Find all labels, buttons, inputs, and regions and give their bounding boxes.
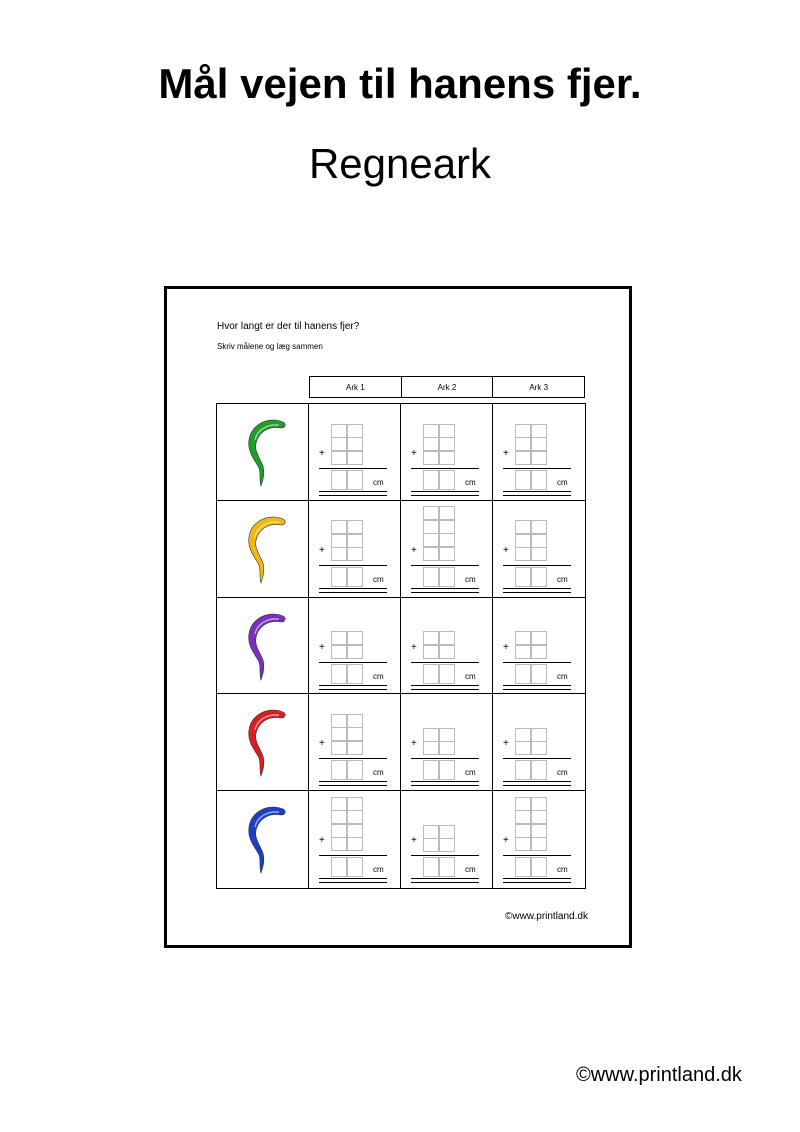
feather-cell	[217, 598, 309, 695]
answer-boxes[interactable]	[423, 664, 455, 684]
plus-sign: +	[319, 738, 325, 750]
double-underline	[411, 588, 479, 593]
blue-feather-icon	[239, 803, 289, 875]
yellow-feather-icon	[239, 513, 289, 585]
double-underline	[319, 685, 387, 690]
plus-sign: +	[503, 835, 509, 847]
double-underline	[319, 588, 387, 593]
sum-line	[411, 758, 479, 759]
double-underline	[411, 878, 479, 883]
sum-line	[319, 855, 387, 856]
exercise-cell	[493, 501, 585, 598]
double-underline	[319, 781, 387, 786]
answer-boxes[interactable]	[515, 567, 547, 587]
plus-sign: +	[411, 448, 417, 459]
plus-sign: +	[319, 641, 325, 653]
digit-boxes[interactable]	[515, 424, 547, 465]
plus-sign: +	[411, 738, 417, 750]
double-underline	[319, 878, 387, 883]
sum-line	[503, 565, 571, 566]
unit-label: cm	[557, 574, 568, 584]
page-subtitle: Regneark	[308, 140, 492, 187]
worksheet-copyright: ©www.printland.dk	[505, 911, 588, 922]
double-underline	[411, 685, 479, 690]
sum-line	[411, 662, 479, 663]
plus-sign: +	[503, 641, 509, 653]
page-title: Mål vejen til hanens fjer.	[158, 60, 642, 107]
unit-label: cm	[557, 768, 568, 778]
purple-feather-icon	[239, 610, 289, 682]
feather-cell	[217, 404, 309, 501]
worksheet-preview	[164, 286, 632, 948]
column-header-row	[309, 376, 585, 398]
digit-boxes[interactable]	[331, 797, 363, 851]
sum-line	[503, 662, 571, 663]
sum-line	[503, 855, 571, 856]
sum-line	[319, 758, 387, 759]
digit-boxes[interactable]	[515, 728, 547, 755]
plus-sign: +	[411, 641, 417, 653]
sum-line	[411, 565, 479, 566]
answer-boxes[interactable]	[515, 857, 547, 877]
unit-label: cm	[373, 768, 384, 778]
column-header-ark-1: Ark 1	[346, 382, 365, 392]
exercise-grid	[216, 403, 586, 889]
plus-sign: +	[503, 738, 509, 750]
sum-line	[319, 565, 387, 566]
answer-boxes[interactable]	[331, 760, 363, 780]
column-header-ark-2: Ark 2	[401, 377, 493, 397]
digit-boxes[interactable]	[515, 521, 547, 562]
exercise-cell	[309, 501, 401, 598]
double-underline	[503, 878, 571, 883]
double-underline	[319, 491, 387, 496]
answer-boxes[interactable]	[423, 567, 455, 587]
exercise-cell	[309, 791, 401, 888]
double-underline	[503, 685, 571, 690]
feather-cell	[217, 501, 309, 598]
plus-sign: +	[503, 544, 509, 556]
unit-label: cm	[557, 671, 568, 681]
digit-boxes[interactable]	[331, 521, 363, 562]
worksheet-instruction: Skriv målene og læg sammen	[217, 342, 323, 351]
unit-label: cm	[373, 478, 384, 487]
unit-label: cm	[373, 574, 384, 584]
plus-sign: +	[411, 544, 417, 556]
exercise-cell	[401, 694, 493, 791]
worksheet-question: Hvor langt er der til hanens fjer?	[217, 321, 360, 332]
unit-label: cm	[373, 671, 384, 681]
answer-boxes[interactable]	[331, 857, 363, 877]
answer-boxes[interactable]	[515, 470, 547, 490]
answer-boxes[interactable]	[423, 470, 455, 490]
plus-sign: +	[411, 835, 417, 847]
plus-sign: +	[319, 544, 325, 556]
digit-boxes[interactable]	[423, 507, 455, 561]
exercise-cell	[493, 598, 585, 695]
double-underline	[503, 588, 571, 593]
unit-label: cm	[465, 865, 476, 875]
double-underline	[411, 491, 479, 496]
exercise-cell	[309, 598, 401, 695]
digit-boxes[interactable]	[515, 632, 547, 659]
sum-line	[319, 468, 387, 469]
unit-label: cm	[465, 768, 476, 778]
plus-sign: +	[503, 448, 509, 459]
answer-boxes[interactable]	[331, 664, 363, 684]
column-header-ark-3: Ark 3	[492, 377, 584, 397]
green-feather-icon	[239, 416, 289, 488]
plus-sign: +	[319, 448, 325, 459]
answer-boxes[interactable]	[331, 470, 363, 490]
digit-boxes[interactable]	[515, 797, 547, 851]
unit-label: cm	[557, 478, 568, 487]
plus-sign: +	[319, 835, 325, 847]
digit-boxes[interactable]	[423, 424, 455, 465]
unit-label: cm	[465, 478, 476, 487]
double-underline	[503, 491, 571, 496]
unit-label: cm	[557, 865, 568, 875]
sum-line	[411, 468, 479, 469]
digit-boxes[interactable]	[423, 632, 455, 659]
exercise-cell	[309, 694, 401, 791]
digit-boxes[interactable]	[331, 424, 363, 465]
answer-boxes[interactable]	[515, 664, 547, 684]
exercise-cell	[493, 694, 585, 791]
answer-boxes[interactable]	[331, 567, 363, 587]
exercise-cell	[493, 404, 585, 501]
unit-label: cm	[373, 865, 384, 875]
sum-line	[503, 468, 571, 469]
exercise-cell	[401, 501, 493, 598]
digit-boxes[interactable]	[423, 728, 455, 755]
sum-line	[411, 855, 479, 856]
digit-boxes[interactable]	[423, 825, 455, 852]
red-feather-icon	[239, 706, 289, 778]
sum-line	[503, 758, 571, 759]
exercise-cell	[401, 598, 493, 695]
answer-boxes[interactable]	[515, 760, 547, 780]
sum-line	[319, 662, 387, 663]
double-underline	[411, 781, 479, 786]
double-underline	[503, 781, 571, 786]
exercise-cell	[401, 404, 493, 501]
exercise-cell	[401, 791, 493, 888]
answer-boxes[interactable]	[423, 857, 455, 877]
digit-boxes[interactable]	[331, 632, 363, 659]
feather-cell	[217, 694, 309, 791]
unit-label: cm	[465, 574, 476, 584]
page-copyright: ©www.printland.dk	[576, 1064, 742, 1086]
feather-cell	[217, 791, 309, 888]
exercise-cell	[309, 404, 401, 501]
exercise-cell	[493, 791, 585, 888]
unit-label: cm	[465, 671, 476, 681]
digit-boxes[interactable]	[331, 714, 363, 755]
answer-boxes[interactable]	[423, 760, 455, 780]
